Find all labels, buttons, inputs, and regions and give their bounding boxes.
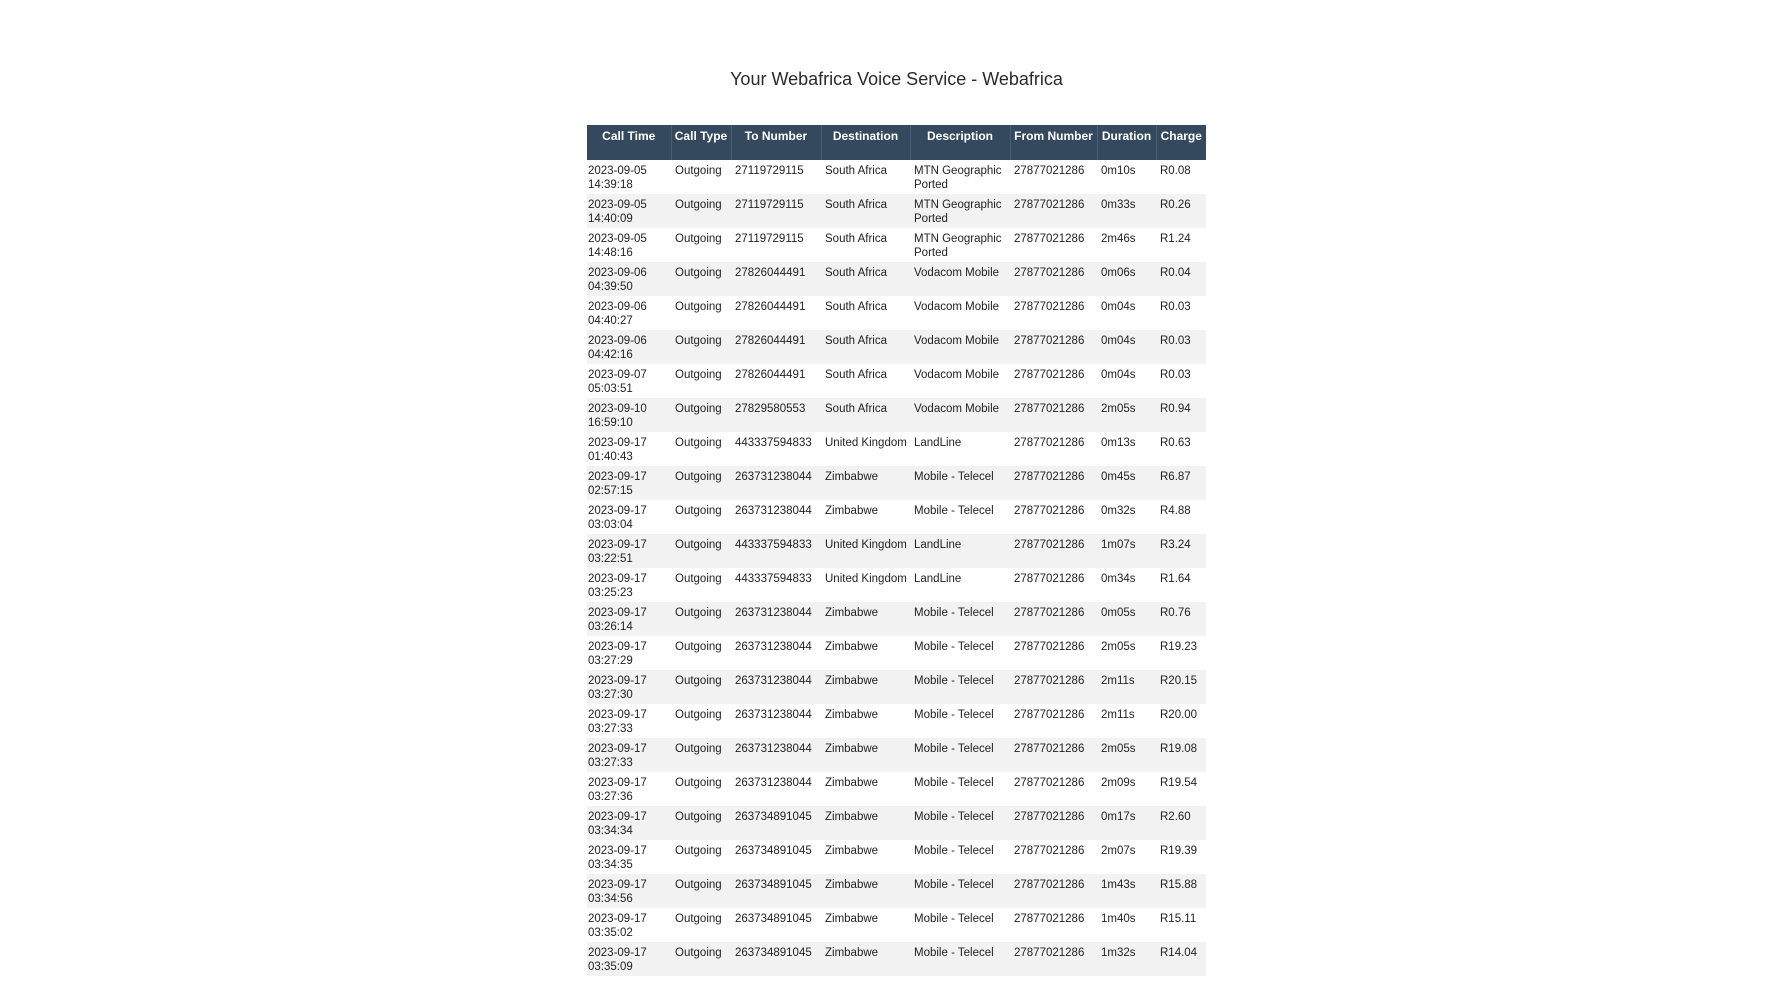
header-destination: Destination — [821, 125, 910, 160]
duration-cell: 2m05s — [1097, 398, 1156, 432]
call-type-cell: Outgoing — [671, 228, 731, 262]
to-number-cell: 27119729115 — [731, 160, 821, 194]
to-number-cell: 263731238044 — [731, 738, 821, 772]
charge-cell: R0.94 — [1156, 398, 1206, 432]
from-number-cell: 27877021286 — [1010, 874, 1097, 908]
destination-cell: Zimbabwe — [821, 738, 910, 772]
header-description: Description — [910, 125, 1010, 160]
destination-cell: South Africa — [821, 194, 910, 228]
description-cell: MTN Geographic Ported — [910, 228, 1010, 262]
call-time-cell: 2023-09-17 03:35:09 — [587, 942, 671, 976]
description-cell: Mobile - Telecel — [910, 500, 1010, 534]
call-type-cell: Outgoing — [671, 534, 731, 568]
destination-cell: South Africa — [821, 262, 910, 296]
destination-cell: Zimbabwe — [821, 602, 910, 636]
destination-cell: South Africa — [821, 228, 910, 262]
call-type-cell: Outgoing — [671, 636, 731, 670]
destination-cell: Zimbabwe — [821, 636, 910, 670]
call-type-cell: Outgoing — [671, 874, 731, 908]
to-number-cell: 27119729115 — [731, 194, 821, 228]
to-number-cell: 263731238044 — [731, 704, 821, 738]
charge-cell: R0.26 — [1156, 194, 1206, 228]
duration-cell: 0m04s — [1097, 330, 1156, 364]
call-time-cell: 2023-09-06 04:40:27 — [587, 296, 671, 330]
call-time-cell: 2023-09-17 01:40:43 — [587, 432, 671, 466]
duration-cell: 0m10s — [1097, 160, 1156, 194]
from-number-cell: 27877021286 — [1010, 568, 1097, 602]
from-number-cell: 27877021286 — [1010, 602, 1097, 636]
table-row — [587, 228, 1206, 262]
duration-cell: 0m06s — [1097, 262, 1156, 296]
table-row — [587, 806, 1206, 840]
table-row — [587, 398, 1206, 432]
charge-cell: R3.24 — [1156, 534, 1206, 568]
call-time-cell: 2023-09-17 03:22:51 — [587, 534, 671, 568]
to-number-cell: 27829580553 — [731, 398, 821, 432]
call-time-cell: 2023-09-06 04:39:50 — [587, 262, 671, 296]
description-cell: Mobile - Telecel — [910, 738, 1010, 772]
table-row — [587, 908, 1206, 942]
from-number-cell: 27877021286 — [1010, 500, 1097, 534]
table-row — [587, 568, 1206, 602]
table-row — [587, 160, 1206, 194]
table-row — [587, 670, 1206, 704]
to-number-cell: 27826044491 — [731, 330, 821, 364]
call-time-cell: 2023-09-17 03:27:30 — [587, 670, 671, 704]
from-number-cell: 27877021286 — [1010, 738, 1097, 772]
charge-cell: R19.08 — [1156, 738, 1206, 772]
duration-cell: 1m40s — [1097, 908, 1156, 942]
call-time-cell: 2023-09-17 03:34:56 — [587, 874, 671, 908]
charge-cell: R0.76 — [1156, 602, 1206, 636]
from-number-cell: 27877021286 — [1010, 670, 1097, 704]
destination-cell: Zimbabwe — [821, 840, 910, 874]
destination-cell: Zimbabwe — [821, 806, 910, 840]
table-row — [587, 330, 1206, 364]
charge-cell: R15.11 — [1156, 908, 1206, 942]
table-row — [587, 466, 1206, 500]
duration-cell: 0m34s — [1097, 568, 1156, 602]
duration-cell: 2m09s — [1097, 772, 1156, 806]
duration-cell: 2m46s — [1097, 228, 1156, 262]
description-cell: Mobile - Telecel — [910, 840, 1010, 874]
from-number-cell: 27877021286 — [1010, 704, 1097, 738]
call-type-cell: Outgoing — [671, 568, 731, 602]
charge-cell: R6.87 — [1156, 466, 1206, 500]
duration-cell: 0m45s — [1097, 466, 1156, 500]
from-number-cell: 27877021286 — [1010, 228, 1097, 262]
destination-cell: South Africa — [821, 398, 910, 432]
to-number-cell: 263734891045 — [731, 908, 821, 942]
charge-cell: R14.04 — [1156, 942, 1206, 976]
table-row — [587, 874, 1206, 908]
description-cell: MTN Geographic Ported — [910, 160, 1010, 194]
description-cell: Mobile - Telecel — [910, 670, 1010, 704]
table-row — [587, 772, 1206, 806]
call-type-cell: Outgoing — [671, 670, 731, 704]
duration-cell: 0m17s — [1097, 806, 1156, 840]
call-time-cell: 2023-09-17 03:27:33 — [587, 704, 671, 738]
call-time-cell: 2023-09-17 03:27:33 — [587, 738, 671, 772]
call-records-table — [587, 125, 1206, 976]
call-type-cell: Outgoing — [671, 840, 731, 874]
call-type-cell: Outgoing — [671, 160, 731, 194]
call-type-cell: Outgoing — [671, 908, 731, 942]
charge-cell: R20.15 — [1156, 670, 1206, 704]
to-number-cell: 27826044491 — [731, 296, 821, 330]
call-type-cell: Outgoing — [671, 942, 731, 976]
description-cell: Vodacom Mobile — [910, 364, 1010, 398]
call-time-cell: 2023-09-17 02:57:15 — [587, 466, 671, 500]
from-number-cell: 27877021286 — [1010, 806, 1097, 840]
header-charge: Charge — [1156, 125, 1206, 160]
destination-cell: Zimbabwe — [821, 942, 910, 976]
call-time-cell: 2023-09-17 03:35:02 — [587, 908, 671, 942]
call-time-cell: 2023-09-05 14:48:16 — [587, 228, 671, 262]
charge-cell: R0.63 — [1156, 432, 1206, 466]
to-number-cell: 263734891045 — [731, 840, 821, 874]
to-number-cell: 263731238044 — [731, 602, 821, 636]
call-type-cell: Outgoing — [671, 466, 731, 500]
header-call-time: Call Time — [587, 125, 671, 160]
destination-cell: United Kingdom — [821, 534, 910, 568]
call-type-cell: Outgoing — [671, 330, 731, 364]
charge-cell: R19.23 — [1156, 636, 1206, 670]
charge-cell: R20.00 — [1156, 704, 1206, 738]
destination-cell: South Africa — [821, 330, 910, 364]
duration-cell: 1m43s — [1097, 874, 1156, 908]
destination-cell: South Africa — [821, 364, 910, 398]
call-type-cell: Outgoing — [671, 500, 731, 534]
to-number-cell: 263734891045 — [731, 942, 821, 976]
description-cell: Mobile - Telecel — [910, 908, 1010, 942]
destination-cell: South Africa — [821, 160, 910, 194]
call-time-cell: 2023-09-17 03:27:36 — [587, 772, 671, 806]
from-number-cell: 27877021286 — [1010, 432, 1097, 466]
to-number-cell: 443337594833 — [731, 534, 821, 568]
to-number-cell: 263731238044 — [731, 670, 821, 704]
to-number-cell: 27119729115 — [731, 228, 821, 262]
duration-cell: 0m32s — [1097, 500, 1156, 534]
destination-cell: Zimbabwe — [821, 670, 910, 704]
table-body — [587, 160, 1206, 976]
call-type-cell: Outgoing — [671, 806, 731, 840]
document-page — [587, 62, 1206, 976]
destination-cell: Zimbabwe — [821, 704, 910, 738]
table-row — [587, 364, 1206, 398]
call-type-cell: Outgoing — [671, 398, 731, 432]
call-type-cell: Outgoing — [671, 364, 731, 398]
description-cell: Vodacom Mobile — [910, 262, 1010, 296]
duration-cell: 2m11s — [1097, 670, 1156, 704]
duration-cell: 2m05s — [1097, 636, 1156, 670]
charge-cell: R4.88 — [1156, 500, 1206, 534]
call-type-cell: Outgoing — [671, 602, 731, 636]
table-row — [587, 738, 1206, 772]
call-type-cell: Outgoing — [671, 432, 731, 466]
table-row — [587, 636, 1206, 670]
table-header-row — [587, 125, 1206, 160]
duration-cell: 1m32s — [1097, 942, 1156, 976]
table-row — [587, 704, 1206, 738]
charge-cell: R19.39 — [1156, 840, 1206, 874]
duration-cell: 2m11s — [1097, 704, 1156, 738]
from-number-cell: 27877021286 — [1010, 330, 1097, 364]
from-number-cell: 27877021286 — [1010, 262, 1097, 296]
description-cell: Mobile - Telecel — [910, 942, 1010, 976]
description-cell: Vodacom Mobile — [910, 296, 1010, 330]
to-number-cell: 27826044491 — [731, 262, 821, 296]
header-from-number: From Number — [1010, 125, 1097, 160]
description-cell: Vodacom Mobile — [910, 398, 1010, 432]
call-time-cell: 2023-09-17 03:26:14 — [587, 602, 671, 636]
destination-cell: United Kingdom — [821, 568, 910, 602]
duration-cell: 2m05s — [1097, 738, 1156, 772]
to-number-cell: 263734891045 — [731, 806, 821, 840]
destination-cell: South Africa — [821, 296, 910, 330]
duration-cell: 0m04s — [1097, 296, 1156, 330]
table-row — [587, 296, 1206, 330]
page-title: Your Webafrica Voice Service - Webafrica — [730, 69, 1063, 89]
call-time-cell: 2023-09-17 03:34:35 — [587, 840, 671, 874]
header-to-number: To Number — [731, 125, 821, 160]
charge-cell: R0.03 — [1156, 296, 1206, 330]
description-cell: Mobile - Telecel — [910, 466, 1010, 500]
to-number-cell: 27826044491 — [731, 364, 821, 398]
call-time-cell: 2023-09-05 14:40:09 — [587, 194, 671, 228]
from-number-cell: 27877021286 — [1010, 636, 1097, 670]
charge-cell: R0.08 — [1156, 160, 1206, 194]
from-number-cell: 27877021286 — [1010, 194, 1097, 228]
call-type-cell: Outgoing — [671, 296, 731, 330]
call-time-cell: 2023-09-17 03:27:29 — [587, 636, 671, 670]
to-number-cell: 443337594833 — [731, 432, 821, 466]
duration-cell: 2m07s — [1097, 840, 1156, 874]
table-row — [587, 602, 1206, 636]
duration-cell: 0m04s — [1097, 364, 1156, 398]
description-cell: LandLine — [910, 432, 1010, 466]
table-row — [587, 942, 1206, 976]
to-number-cell: 263731238044 — [731, 500, 821, 534]
call-time-cell: 2023-09-06 04:42:16 — [587, 330, 671, 364]
to-number-cell: 263731238044 — [731, 466, 821, 500]
description-cell: Mobile - Telecel — [910, 602, 1010, 636]
destination-cell: Zimbabwe — [821, 466, 910, 500]
charge-cell: R0.04 — [1156, 262, 1206, 296]
from-number-cell: 27877021286 — [1010, 364, 1097, 398]
charge-cell: R0.03 — [1156, 364, 1206, 398]
call-time-cell: 2023-09-17 03:34:34 — [587, 806, 671, 840]
destination-cell: United Kingdom — [821, 432, 910, 466]
duration-cell: 1m07s — [1097, 534, 1156, 568]
to-number-cell: 263731238044 — [731, 636, 821, 670]
description-cell: Mobile - Telecel — [910, 772, 1010, 806]
from-number-cell: 27877021286 — [1010, 160, 1097, 194]
to-number-cell: 443337594833 — [731, 568, 821, 602]
destination-cell: Zimbabwe — [821, 874, 910, 908]
call-time-cell: 2023-09-05 14:39:18 — [587, 160, 671, 194]
from-number-cell: 27877021286 — [1010, 840, 1097, 874]
from-number-cell: 27877021286 — [1010, 772, 1097, 806]
table-row — [587, 534, 1206, 568]
table-row — [587, 432, 1206, 466]
description-cell: LandLine — [910, 534, 1010, 568]
description-cell: LandLine — [910, 568, 1010, 602]
charge-cell: R1.64 — [1156, 568, 1206, 602]
call-type-cell: Outgoing — [671, 262, 731, 296]
description-cell: MTN Geographic Ported — [910, 194, 1010, 228]
from-number-cell: 27877021286 — [1010, 908, 1097, 942]
from-number-cell: 27877021286 — [1010, 398, 1097, 432]
table-row — [587, 194, 1206, 228]
call-time-cell: 2023-09-17 03:25:23 — [587, 568, 671, 602]
from-number-cell: 27877021286 — [1010, 466, 1097, 500]
to-number-cell: 263734891045 — [731, 874, 821, 908]
destination-cell: Zimbabwe — [821, 908, 910, 942]
call-type-cell: Outgoing — [671, 704, 731, 738]
description-cell: Mobile - Telecel — [910, 806, 1010, 840]
description-cell: Mobile - Telecel — [910, 874, 1010, 908]
call-type-cell: Outgoing — [671, 194, 731, 228]
duration-cell: 0m33s — [1097, 194, 1156, 228]
from-number-cell: 27877021286 — [1010, 296, 1097, 330]
table-row — [587, 500, 1206, 534]
from-number-cell: 27877021286 — [1010, 942, 1097, 976]
destination-cell: Zimbabwe — [821, 500, 910, 534]
call-time-cell: 2023-09-17 03:03:04 — [587, 500, 671, 534]
call-type-cell: Outgoing — [671, 738, 731, 772]
call-time-cell: 2023-09-10 16:59:10 — [587, 398, 671, 432]
duration-cell: 0m13s — [1097, 432, 1156, 466]
from-number-cell: 27877021286 — [1010, 534, 1097, 568]
description-cell: Mobile - Telecel — [910, 704, 1010, 738]
call-type-cell: Outgoing — [671, 772, 731, 806]
destination-cell: Zimbabwe — [821, 772, 910, 806]
call-time-cell: 2023-09-07 05:03:51 — [587, 364, 671, 398]
header-call-type: Call Type — [671, 125, 731, 160]
charge-cell: R15.88 — [1156, 874, 1206, 908]
table-row — [587, 262, 1206, 296]
charge-cell: R2.60 — [1156, 806, 1206, 840]
to-number-cell: 263731238044 — [731, 772, 821, 806]
table-row — [587, 840, 1206, 874]
charge-cell: R0.03 — [1156, 330, 1206, 364]
description-cell: Vodacom Mobile — [910, 330, 1010, 364]
charge-cell: R1.24 — [1156, 228, 1206, 262]
description-cell: Mobile - Telecel — [910, 636, 1010, 670]
charge-cell: R19.54 — [1156, 772, 1206, 806]
header-duration: Duration — [1097, 125, 1156, 160]
duration-cell: 0m05s — [1097, 602, 1156, 636]
